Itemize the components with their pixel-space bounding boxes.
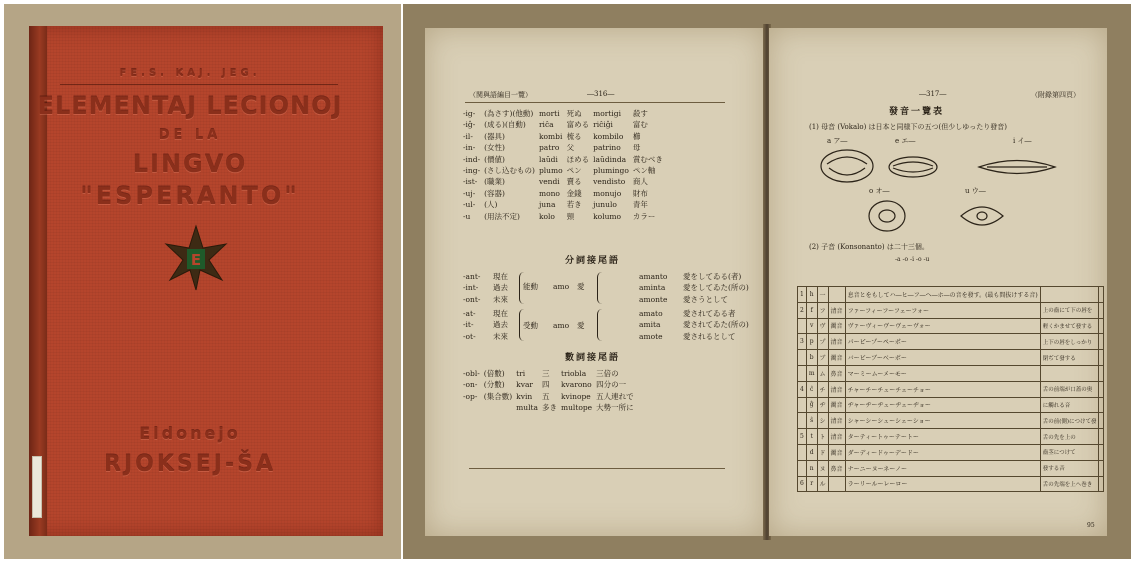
consonant-cell	[798, 397, 807, 413]
numeral-row-cell: kvarono	[560, 380, 592, 390]
cover-author: FE.S. KAJ. JEG.	[119, 68, 261, 79]
consonant-row	[798, 460, 1104, 476]
consonant-row	[798, 318, 1104, 334]
numeral-row-cell: (倍數)	[483, 369, 505, 378]
mouth-e-icon	[885, 152, 941, 182]
consonant-cell: 閉ぢて發する	[1040, 350, 1099, 366]
consonant-cell: 鼻音	[828, 460, 845, 476]
cover-title-line2: DE LA	[158, 128, 222, 143]
active-row-cell: 愛をしてゐた(所の)	[683, 283, 749, 293]
consonant-cell: ファーフィーフーフェーフォー	[845, 302, 1040, 318]
suffix-row-cell: patrino	[593, 143, 621, 153]
left-page	[425, 28, 765, 536]
passive-row-cell: -it-	[463, 320, 474, 330]
active-brace-right	[597, 272, 602, 304]
cover-publisher-line2: RJOKSEJ-ŠA	[104, 452, 276, 477]
consonant-row	[798, 365, 1104, 381]
passive-row	[463, 331, 753, 342]
pronunciation-title: 發音一覽表	[889, 107, 945, 117]
suffix-row-cell: -il-	[463, 131, 473, 141]
suffix-row-cell: 青年	[632, 200, 648, 210]
suffix-row	[463, 142, 667, 153]
consonant-cell: ム	[817, 365, 828, 381]
book-cover-photo	[4, 4, 401, 559]
consonant-cell: 清音	[828, 302, 845, 318]
passive-row-cell: 過去	[493, 320, 508, 330]
suffix-row-cell: (價値)	[484, 154, 505, 164]
suffix-row-cell: ペン軸	[632, 166, 656, 176]
active-verb-ai: 愛	[577, 282, 585, 291]
consonant-cell	[798, 413, 807, 429]
consonant-cell	[1040, 287, 1099, 303]
consonant-row	[798, 397, 1104, 413]
consonant-cell: 一	[817, 287, 828, 303]
numeral-row	[463, 379, 638, 390]
numeral-row-cell: -op-	[463, 391, 478, 401]
suffix-row	[463, 154, 667, 165]
suffix-row-cell: (職業)	[484, 177, 505, 187]
suffix-row-cell: kombi	[538, 131, 563, 141]
consonant-cell: ŝ	[806, 413, 817, 429]
numeral-row-cell: (分數)	[483, 380, 505, 390]
suffix-row-cell: (人)	[484, 200, 498, 210]
suffix-row-cell: (容器)	[484, 188, 505, 198]
passive-row-cell: 愛されてゐる者	[683, 309, 736, 318]
mouth-diagram-cell	[1099, 476, 1104, 492]
suffix-row-cell: plumingo	[593, 166, 629, 176]
cover-top-rule	[60, 84, 338, 85]
suffix-row-cell: riĉa	[538, 120, 554, 130]
suffix-row-cell: -in-	[463, 143, 476, 153]
left-header-rule	[465, 102, 725, 103]
suffix-row-cell: kombilo	[593, 131, 624, 141]
consonant-cell	[798, 318, 807, 334]
consonant-cell: 清音	[828, 381, 845, 397]
suffix-row-cell: -ul-	[463, 200, 476, 210]
consonant-cell: ヴ	[817, 318, 828, 334]
suffix-row-cell: -u	[463, 211, 471, 221]
consonant-cell: 濁音	[828, 444, 845, 460]
suffix-row-cell: laŭdi	[538, 154, 558, 164]
mouth-diagram-cell	[1099, 413, 1104, 429]
active-row-cell: amanto	[639, 272, 668, 281]
numeral-row-cell: 四	[541, 380, 550, 390]
active-row	[463, 294, 753, 305]
consonant-cell: 舌の前端が口蓋の奥	[1040, 381, 1099, 397]
mouth-diagram-cell	[1099, 444, 1104, 460]
consonant-cell: 上下の唇をしっかり	[1040, 334, 1099, 350]
suffix-row-cell: laŭdinda	[593, 154, 627, 164]
passive-row-cell: 愛されてゐた(所の)	[683, 320, 749, 330]
suffix-row-cell: ほめる	[566, 154, 590, 164]
consonant-cell: ダーディードゥーデードー	[845, 444, 1040, 460]
suffix-row	[463, 165, 667, 176]
consonant-cell: 息音とをもしてハ―ヒ―フ―ヘ―ホ―の音を發す。(最も間抜けする音)	[845, 287, 1040, 303]
mouth-diagram-cell	[1099, 365, 1104, 381]
numeral-row-cell: multa	[516, 403, 538, 413]
right-footer-number: 95	[1087, 522, 1095, 529]
consonant-cell: p	[806, 334, 817, 350]
consonant-cell: ヌ	[817, 460, 828, 476]
suffix-row-cell: -ing-	[463, 166, 481, 176]
consonant-heading: (2) 子音 (Konsonanto) は二十三個。	[809, 243, 929, 251]
passive-row-cell: amita	[639, 320, 661, 330]
consonant-cell: 清音	[828, 334, 845, 350]
consonant-cell: ナーニーヌーネーノー	[845, 460, 1040, 476]
suffix-row-cell: 財布	[632, 188, 648, 198]
suffix-row-cell: 賣る	[566, 177, 582, 187]
consonant-cell: 鼻音	[828, 365, 845, 381]
consonant-cell: ĝ	[806, 397, 817, 413]
consonant-row	[798, 287, 1104, 303]
consonant-cell: b	[806, 350, 817, 366]
suffix-row-cell: vendi	[538, 177, 560, 187]
consonant-cell: ト	[817, 429, 828, 445]
participle-title: 分詞接尾語	[565, 256, 621, 266]
passive-row-cell: amote	[639, 331, 663, 341]
passive-brace-right	[597, 309, 602, 341]
suffix-row	[463, 119, 667, 130]
suffix-row-cell: 富む	[632, 120, 648, 130]
suffix-row-cell: riĉiĝi	[593, 120, 613, 130]
numeral-row-cell: -on-	[463, 380, 478, 390]
consonant-cell: ド	[817, 444, 828, 460]
mouth-diagram-cell	[1099, 302, 1104, 318]
consonant-cell: 清音	[828, 429, 845, 445]
mouth-i-icon	[977, 156, 1057, 178]
suffix-row-cell: (用法不定)	[484, 211, 520, 221]
consonant-cell	[798, 350, 807, 366]
consonant-cell: パーピープーペーポー	[845, 334, 1040, 350]
left-footer-rule	[469, 468, 725, 469]
consonant-subheading: -a -o -i -o -u	[895, 256, 930, 263]
consonant-row	[798, 413, 1104, 429]
suffix-row-cell: 頸	[566, 211, 575, 221]
consonant-cell: プ	[817, 334, 828, 350]
consonant-cell: ヴァーヴィーヴーヴェーヴォー	[845, 318, 1040, 334]
consonant-cell: チャーチーチューチェーチョー	[845, 381, 1040, 397]
suffix-row-cell: 殺す	[632, 109, 648, 118]
suffix-row-cell: patro	[538, 143, 560, 153]
active-label: 能動	[523, 282, 538, 291]
cover-title-line1: ELEMENTAJ LECIONOJ	[37, 92, 343, 120]
suffix-row-cell: 金錢	[566, 188, 582, 198]
consonant-cell: 濁音	[828, 350, 845, 366]
active-row-cell	[525, 294, 639, 305]
passive-verb-amo: amo	[553, 321, 570, 330]
consonant-cell	[798, 365, 807, 381]
left-page-number: ―316―	[587, 90, 615, 98]
suffix-row-cell: 梳る	[566, 131, 582, 141]
consonant-cell: 1	[798, 287, 807, 303]
suffix-row-cell: junulo	[593, 200, 617, 210]
passive-row-cell	[525, 308, 639, 319]
vowel-e-label: e エ―	[895, 137, 916, 145]
numeral-row-cell: 五	[541, 391, 550, 401]
active-row-cell: -ant-	[463, 272, 481, 281]
mouth-o-icon	[865, 196, 909, 236]
numeral-row-cell	[484, 402, 516, 413]
numeral-row	[463, 402, 638, 413]
suffix-row-cell: vendisto	[593, 177, 626, 187]
passive-verb-ai: 愛	[577, 321, 585, 330]
consonant-cell: 2	[798, 302, 807, 318]
suffix-row-cell: -ind-	[463, 154, 481, 164]
numeral-row-cell: multope	[560, 403, 593, 413]
consonant-row	[798, 381, 1104, 397]
active-row-cell: aminta	[639, 283, 666, 293]
mouth-diagram-cell	[1099, 318, 1104, 334]
consonant-cell: 濁音	[828, 318, 845, 334]
suffix-row	[463, 199, 667, 210]
numeral-table	[463, 368, 638, 414]
suffix-row-cell: カラー	[632, 211, 656, 221]
open-book-photo	[403, 4, 1131, 559]
vowel-u-label: u ウ―	[965, 187, 986, 195]
suffix-table	[463, 108, 667, 222]
consonant-cell: シ	[817, 413, 828, 429]
active-row-cell: 愛さうとして	[683, 294, 728, 304]
suffix-row-cell: -iĝ-	[463, 120, 476, 130]
mouth-diagram-cell	[1099, 287, 1104, 303]
consonant-row	[798, 302, 1104, 318]
passive-row-cell: 未來	[493, 331, 508, 341]
suffix-row-cell: morti	[538, 109, 560, 118]
consonant-cell: 舌の先を上の	[1040, 429, 1099, 445]
passive-row-cell: amato	[639, 309, 663, 318]
suffix-row-cell: plumo	[538, 166, 563, 176]
active-brace	[519, 272, 524, 304]
mouth-a-icon	[817, 144, 877, 188]
numeral-row-cell: 多き	[541, 403, 557, 413]
active-row-cell: amonte	[639, 294, 668, 304]
consonant-table	[797, 286, 1104, 492]
suffix-row-cell: 櫛	[632, 131, 641, 141]
suffix-row-cell: (器具)	[484, 131, 505, 141]
consonant-cell	[828, 287, 845, 303]
suffix-row-cell: 父	[566, 143, 575, 153]
consonant-cell: ヂャーヂーヂューヂェーヂョー	[845, 397, 1040, 413]
consonant-cell: チ	[817, 381, 828, 397]
suffix-row-cell: mono	[538, 188, 560, 198]
consonant-cell: 舌の先端を上へ巻き	[1040, 476, 1099, 492]
consonant-cell: バービーブーベーボー	[845, 350, 1040, 366]
active-row-cell: 過去	[493, 283, 508, 293]
consonant-cell: ル	[817, 476, 828, 492]
consonant-cell: シャーシーシューシェーショー	[845, 413, 1040, 429]
numeral-row-cell: triobla	[560, 369, 587, 378]
consonant-cell	[798, 460, 807, 476]
active-row	[463, 282, 753, 293]
active-participle-table	[463, 271, 753, 305]
consonant-cell: h	[806, 287, 817, 303]
suffix-row-cell: mortigi	[593, 109, 621, 118]
right-running-head: （附錄第四頁）	[1031, 91, 1080, 99]
passive-row	[463, 308, 753, 319]
suffix-row-cell: (成る)(自動)	[484, 120, 526, 130]
consonant-cell: 濁音	[828, 397, 845, 413]
green-star-emblem-icon	[162, 224, 230, 292]
passive-label: 受動	[523, 321, 538, 330]
passive-participle-table	[463, 308, 753, 342]
numeral-row-cell: 四分の一	[596, 380, 627, 390]
numeral-row-cell: 三倍の	[596, 369, 619, 378]
suffix-row-cell: ペン	[566, 166, 582, 176]
numeral-row-cell: 五人連れで	[596, 391, 634, 401]
consonant-cell: 清音	[828, 413, 845, 429]
passive-row-cell: 愛されるとして	[683, 331, 736, 341]
passive-row	[463, 319, 753, 330]
mouth-diagram-cell	[1099, 397, 1104, 413]
suffix-row-cell: 母	[632, 143, 641, 153]
consonant-cell: v	[806, 318, 817, 334]
mouth-diagram-cell	[1099, 381, 1104, 397]
consonant-row	[798, 334, 1104, 350]
cover-title-line4: "ESPERANTO"	[80, 182, 300, 210]
suffix-row	[463, 131, 667, 142]
vowel-o-label: o オ―	[869, 187, 890, 195]
passive-brace	[519, 309, 524, 341]
numeral-title: 數詞接尾語	[565, 353, 621, 363]
consonant-cell: m	[806, 365, 817, 381]
consonant-cell: 輕くかませて發する	[1040, 318, 1099, 334]
suffix-row	[463, 108, 667, 119]
consonant-cell: 3	[798, 334, 807, 350]
active-row-cell: -ont-	[463, 294, 481, 304]
consonant-cell: 齒茎につけて	[1040, 444, 1099, 460]
numeral-row-cell: tri	[516, 369, 526, 378]
suffix-row	[463, 211, 667, 222]
consonant-cell	[1040, 365, 1099, 381]
active-row-cell: 愛をしてゐる(者)	[683, 272, 742, 281]
suffix-row-cell: (さし込むもの)	[484, 166, 535, 176]
passive-row-cell: 現在	[493, 309, 508, 318]
consonant-cell: 上の齒にて下の唇を	[1040, 302, 1099, 318]
mouth-diagram-cell	[1099, 429, 1104, 445]
suffix-row-cell: kolumo	[593, 211, 622, 221]
consonant-cell: フ	[817, 302, 828, 318]
consonant-cell: n	[806, 460, 817, 476]
consonant-row	[798, 444, 1104, 460]
suffix-row-cell: 若き	[566, 200, 582, 210]
mouth-diagram-cell	[1099, 460, 1104, 476]
suffix-row-cell: kolo	[538, 211, 555, 221]
consonant-cell: マーミームーメーモー	[845, 365, 1040, 381]
consonant-row	[798, 429, 1104, 445]
consonant-cell: 5	[798, 429, 807, 445]
numeral-row-cell	[463, 402, 484, 413]
active-row-cell: 未來	[493, 294, 508, 304]
cover-title-line3: LINGVO	[132, 150, 248, 178]
numeral-row	[463, 391, 638, 402]
suffix-row-cell: -uj-	[463, 188, 476, 198]
consonant-cell: d	[806, 444, 817, 460]
consonant-cell: ラーリールーレーロー	[845, 476, 1040, 492]
numeral-row	[463, 368, 638, 379]
consonant-cell: ヂ	[817, 397, 828, 413]
mouth-diagram-cell	[1099, 350, 1104, 366]
passive-row-cell	[525, 331, 639, 342]
cover-publisher-line1: Eldonejo	[139, 424, 241, 443]
vowel-i-label: i イ―	[1013, 137, 1032, 145]
consonant-row	[798, 350, 1104, 366]
vowel-heading: (1) 母音 (Vokalo) は日本と同様下の五つ(但少しゆったり發音)	[809, 123, 1007, 131]
suffix-row-cell: -ist-	[463, 177, 478, 187]
consonant-cell: 舌の前(側)につけて發	[1040, 413, 1099, 429]
numeral-row-cell: kvin	[516, 391, 533, 401]
consonant-cell	[798, 444, 807, 460]
suffix-row-cell: 商人	[632, 177, 648, 187]
consonant-cell: ĉ	[806, 381, 817, 397]
numeral-row-cell: 三	[541, 369, 550, 378]
mouth-diagram-cell	[1099, 334, 1104, 350]
active-row-cell: -int-	[463, 283, 479, 293]
active-row	[463, 271, 753, 282]
numeral-row-cell: 大勢一所に	[596, 403, 634, 413]
suffix-row	[463, 188, 667, 199]
consonant-cell: 發する音	[1040, 460, 1099, 476]
right-page-number: ―317―	[919, 90, 947, 98]
consonant-cell: ターティートゥーテートー	[845, 429, 1040, 445]
suffix-row	[463, 176, 667, 187]
star-letter: E	[190, 251, 202, 269]
suffix-row-cell: 死ぬ	[566, 109, 582, 118]
consonant-cell: に觸れる音	[1040, 397, 1099, 413]
numeral-row-cell: -obl-	[463, 369, 480, 378]
consonant-cell: r	[806, 476, 817, 492]
consonant-cell: 4	[798, 381, 807, 397]
active-verb-amo: amo	[553, 282, 570, 291]
suffix-row-cell: 富める	[566, 120, 590, 130]
suffix-row-cell: monujo	[593, 188, 622, 198]
passive-row-cell: -at-	[463, 309, 476, 318]
consonant-cell	[828, 476, 845, 492]
left-running-head: （関與語編目一覽）	[469, 91, 532, 99]
active-row-cell: 現在	[493, 272, 508, 281]
suffix-row-cell: juna	[538, 200, 556, 210]
consonant-row	[798, 476, 1104, 492]
passive-row-cell: -ot-	[463, 331, 476, 341]
consonant-cell: 6	[798, 476, 807, 492]
numeral-row-cell: kvar	[516, 380, 533, 390]
right-page	[769, 28, 1107, 536]
consonant-cell: f	[806, 302, 817, 318]
suffix-row-cell: (女性)	[484, 143, 505, 153]
numeral-row-cell: kvinope	[560, 391, 591, 401]
numeral-row-cell: (集合數)	[483, 391, 513, 401]
suffix-row-cell: -ig-	[463, 109, 476, 118]
consonant-cell: ブ	[817, 350, 828, 366]
mouth-u-icon	[957, 198, 1007, 234]
suffix-row-cell: 賞むべき	[632, 154, 663, 164]
vowel-a-label: a ア―	[827, 137, 848, 145]
consonant-cell: t	[806, 429, 817, 445]
suffix-row-cell: (為さす)(他動)	[484, 109, 534, 118]
